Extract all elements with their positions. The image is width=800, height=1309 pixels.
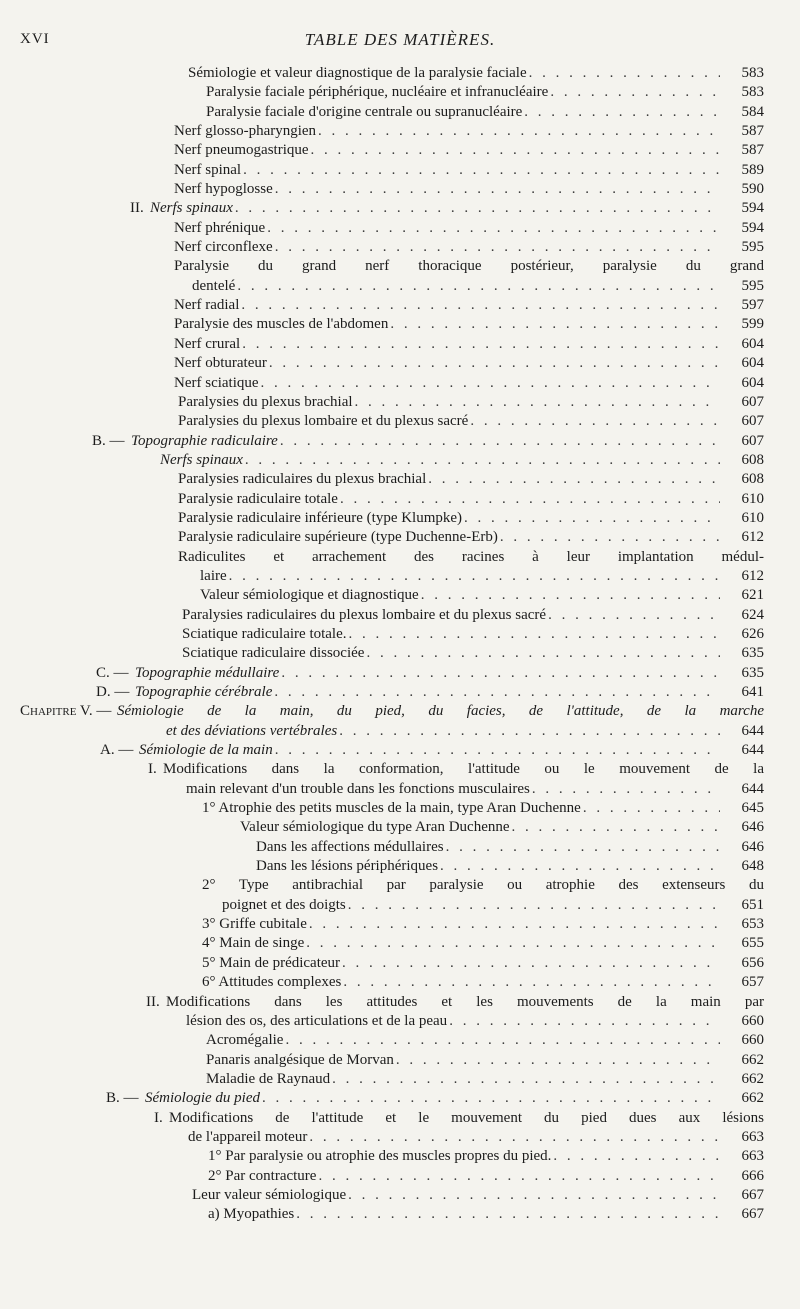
toc-entry [0,760,800,779]
toc-entry-title: Paralysies du plexus brachial [178,393,353,410]
toc-entry-title: de l'appareil moteur [188,1128,308,1145]
toc-entry-title: Paralysies du plexus lombaire et du plexus sacré [178,413,469,430]
toc-entry [0,277,800,296]
toc-entry [0,567,800,586]
toc-entry-page: 656 [741,954,764,971]
toc-entry-page: 607 [741,413,764,430]
dot-leader [275,238,720,257]
toc-entry-leader [174,238,720,257]
toc-entry-title: Acromégalie [206,1032,284,1049]
toc-entry-page: 594 [741,200,764,217]
toc-entry [0,122,800,141]
toc-entry-page: 604 [741,335,764,352]
toc-entry-title: Leur valeur sémiologique [192,1186,347,1203]
toc-entry-leader [174,180,720,199]
toc-entry [0,722,800,741]
dot-leader [267,219,720,238]
toc-entry-leader [139,741,720,760]
toc-entry [0,509,800,528]
toc-entry-leader [186,1012,720,1031]
toc-entry [0,354,800,373]
toc-entry-page: 635 [741,664,764,681]
toc-entry-title: lésion des os, des articulations et de la peau [186,1012,448,1029]
toc-entry-title: Dans les lésions périphériques [256,858,439,875]
toc-entry-title: Nerf hypoglosse [174,181,273,198]
dot-leader [296,1205,720,1224]
dot-leader [245,451,720,470]
dot-leader [306,934,720,953]
toc-entry [0,915,800,934]
toc-entry-title: Paralysies radiculaires du plexus lombaire et du plexus sacré [182,606,547,623]
dot-leader [446,838,720,857]
toc-entry-leader [188,1128,720,1147]
toc-entry-title: Sémiologie du pied [145,1090,260,1107]
toc-entry [0,432,800,451]
toc-entry-title: a) Myopathies [208,1206,295,1223]
toc-entry-leader [145,1089,720,1108]
toc-entry-leader [202,973,720,992]
toc-entry-page: 590 [741,181,764,198]
toc-entry [0,180,800,199]
toc-entry-title: 6° Attitudes complexes [202,974,342,991]
toc-entry [0,296,800,315]
toc-entry-title: Paralysie faciale d'origine centrale ou supranucléaire [206,103,523,120]
toc-entry-leader [186,780,720,799]
dot-leader [583,799,720,818]
toc-entry-label: B. — [106,1090,139,1107]
toc-entry-title: Panaris analgésique de Morvan [206,1051,394,1068]
toc-entry-leader [174,141,720,160]
toc-entry [0,315,800,334]
dot-leader [340,490,720,509]
toc-entry-label: C. — [96,664,129,681]
toc-entry-page: 648 [741,858,764,875]
toc-entry [0,838,800,857]
toc-entry [0,625,800,644]
toc-entry-leader [131,432,720,451]
dot-leader [281,664,720,683]
toc-entry-page: 635 [741,645,764,662]
toc-entry-title: Modifications de l'attitude et le mouvement du pied dues aux lésions [169,1109,764,1126]
toc-entry-leader [192,1186,720,1205]
toc-entry-page: 624 [741,606,764,623]
toc-entry-leader [178,490,720,509]
toc-entry-title: Paralysie faciale périphérique, nucléaire et infranucléaire [206,84,549,101]
toc-entry-page: 604 [741,374,764,391]
toc-entry [0,1128,800,1147]
toc-entry-title: Maladie de Raynaud [206,1070,331,1087]
dot-leader [464,509,720,528]
toc-entry-title: 1° Atrophie des petits muscles de la main, type Aran Duchenne [202,800,581,817]
toc-entry-title: Paralysie radiculaire totale [178,490,338,507]
toc-entry [0,876,800,895]
toc-entry [0,896,800,915]
toc-entry-title: Sémiologie et valeur diagnostique de la paralysie faciale [188,65,527,81]
toc-entry-leader [208,1147,720,1166]
toc-entry-leader [202,799,720,818]
toc-entry [0,199,800,218]
toc-entry-leader [188,64,720,83]
dot-leader [449,1012,720,1031]
dot-leader [275,180,720,199]
toc-entry [0,702,800,721]
toc-entry-leader [240,818,720,837]
toc-entry-title: Valeur sémiologique et diagnostique [200,587,419,604]
dot-leader [229,567,720,586]
toc-entry [0,1012,800,1031]
toc-entry-leader [202,915,720,934]
toc-entry-title: main relevant d'un trouble dans les fonctions musculaires [186,780,530,797]
toc-entry-page: 660 [741,1012,764,1029]
toc-entry [0,934,800,953]
toc-entry-leader [174,219,720,238]
toc-entry-label: II. [130,200,144,217]
dot-leader [285,1031,720,1050]
toc-entry-page: 646 [741,838,764,855]
toc-entry-leader [178,509,720,528]
dot-leader [342,954,720,973]
toc-entry-leader [206,1070,720,1089]
toc-entry-leader [202,934,720,953]
toc-entry [0,257,800,276]
page-header [0,28,800,54]
dot-leader [339,722,720,741]
toc-entry-page: 667 [741,1186,764,1203]
toc-entry-leader [178,470,720,489]
toc-entry-page: 667 [741,1206,764,1223]
toc-entry-page: 587 [741,142,764,159]
toc-entry-page: 595 [741,239,764,256]
toc-entry-title: Nerfs spinaux [150,200,233,217]
page-folio: XVI [20,31,50,47]
dot-leader [332,1070,720,1089]
dot-leader [532,780,720,799]
dot-leader [318,1167,720,1186]
toc-entry [0,1031,800,1050]
toc-entry-title: 3° Griffe cubitale [202,916,307,933]
toc-entry-leader [174,374,720,393]
toc-entry-title: Nerf pneumogastrique [174,142,309,159]
dot-leader [348,896,720,915]
toc-entry-title: Topographie médullaire [135,664,280,681]
toc-entry-leader [150,199,720,218]
toc-entry-page: 584 [741,103,764,120]
toc-entry-title: Nerf sciatique [174,374,259,391]
toc-entry [0,586,800,605]
toc-entry [0,818,800,837]
toc-entry [0,741,800,760]
toc-entry-title: Topographie cérébrale [135,684,273,700]
toc-entry [0,993,800,1012]
toc-entry [0,1186,800,1205]
dot-leader [512,818,720,837]
toc-entry-leader [208,1167,720,1186]
toc-entry-label: A. — [100,742,134,759]
toc-entry-page: 641 [741,684,764,700]
toc-entry-page: 610 [741,509,764,526]
toc-entry-leader [222,896,720,915]
toc-entry [0,470,800,489]
toc-entry-title: poignet et des doigts [222,896,346,913]
toc-entry-leader [206,1051,720,1070]
toc-entry-leader [178,412,720,431]
toc-entry-leader [174,296,720,315]
dot-leader [421,586,720,605]
toc-entry [0,548,800,567]
toc-entry-leader [206,103,720,122]
toc-entry-leader [208,1205,720,1224]
toc-entry-page: 610 [741,490,764,507]
toc-entry [0,528,800,547]
toc-entry [0,780,800,799]
toc-entry-title: Paralysies radiculaires du plexus brachial [178,471,427,488]
toc-entry-title: Sciatique radiculaire dissociée [182,645,365,662]
dot-leader [311,141,720,160]
toc-entry [0,954,800,973]
toc-entry-title: Modifications dans la conformation, l'attitude ou le mouvement de la [163,761,764,778]
toc-entry [0,103,800,122]
toc-entry-label: D. — [96,684,130,700]
toc-entry-title: 4° Main de singe [202,935,305,952]
dot-leader [355,393,720,412]
toc-entry-leader [178,393,720,412]
running-title: TABLE DES MATIÈRES. [304,30,496,49]
toc-entry-title: Paralysie du grand nerf thoracique postérieur, paralysie du grand [174,258,764,275]
toc-entry-leader [200,567,720,586]
toc-entry-title: Topographie radiculaire [131,432,278,449]
dot-leader [550,83,720,102]
toc-entry-label: I. [148,761,157,778]
toc-entry-leader [256,838,720,857]
toc-entry-label: I. [154,1109,163,1126]
dot-leader [237,277,720,296]
toc-entry [0,1089,800,1108]
toc-entry [0,141,800,160]
toc-entry [0,451,800,470]
toc-entry [0,1205,800,1224]
toc-entry-page: 655 [741,935,764,952]
dot-leader [470,412,720,431]
toc-entry-leader [174,354,720,373]
toc-entry-leader [135,664,720,683]
toc-entry-title: dentelé [192,277,236,294]
toc-entry-page: 607 [741,432,764,449]
dot-leader [428,470,720,489]
dot-leader [235,199,720,218]
toc-entry-page: 597 [741,297,764,314]
toc-entry [0,857,800,876]
toc-entry-title: Paralysie radiculaire supérieure (type Duchenne-Erb) [178,529,498,546]
toc-entry-leader [192,277,720,296]
dot-leader [500,528,720,547]
toc-entry-title: Sémiologie de la main, du pied, du facies, de l'attitude, de la marche [117,703,764,720]
toc-entry-page: 653 [741,916,764,933]
toc-entry-title: Nerf phrénique [174,219,266,236]
toc-entry-page: 589 [741,161,764,178]
toc-entry-title: Nerf circonflexe [174,239,273,256]
toc-entry-page: 621 [741,587,764,604]
toc-entry-label: Chapitre V. — [20,703,112,720]
toc-entry-page: 660 [741,1032,764,1049]
toc-entry-label: B. — [92,432,125,449]
toc-entry [0,1167,800,1186]
toc-entry-page: 646 [741,819,764,836]
dot-leader [242,335,720,354]
dot-leader [524,103,720,122]
toc-entry-title: Radiculites et arrachement des racines à leur implantation médul- [178,548,764,565]
toc-entry-leader [160,451,720,470]
toc-entry-title: Nerf crural [174,335,241,352]
toc-entry-page: 607 [741,393,764,410]
toc-entry-leader [182,606,720,625]
toc-entry-leader [174,335,720,354]
toc-entry-title: Sémiologie de la main [139,742,273,759]
dot-leader [343,973,720,992]
toc-entry-title: 1° Par paralysie ou atrophie des muscles propres du pied. [208,1148,552,1165]
toc-entry-page: 657 [741,974,764,991]
dot-leader [553,1147,720,1166]
toc-entry-leader [206,83,720,102]
dot-leader [548,606,720,625]
toc-entry-page: 663 [741,1128,764,1145]
toc-entry-page: 583 [741,65,764,81]
toc-entry-title: Modifications dans les attitudes et les mouvements de la main par [166,993,764,1010]
toc-entry-title: et des déviations vertébrales [166,722,338,739]
toc-entry [0,664,800,683]
dot-leader [275,741,720,760]
toc-entry-page: 587 [741,123,764,140]
toc-entry [0,1070,800,1089]
toc-entry-page: 595 [741,277,764,294]
toc-entry-page: 644 [741,722,764,739]
toc-entry-title: 2° Par contracture [208,1167,317,1184]
dot-leader [309,1128,720,1147]
toc-entry-page: 662 [741,1090,764,1107]
dot-leader [241,296,720,315]
toc-entry-leader [182,625,720,644]
toc-entry [0,393,800,412]
toc-entry [0,238,800,257]
toc-entry-leader [206,1031,720,1050]
toc-entry-title: Sciatique radiculaire totale. [182,625,347,642]
toc-entry-title: Paralysie des muscles de l'abdomen [174,316,389,333]
toc-entry-title: Nerf obturateur [174,355,267,372]
toc-entry-page: 594 [741,219,764,236]
dot-leader [280,432,720,451]
dot-leader [348,1186,720,1205]
toc-entry-leader [178,528,720,547]
toc-entry [0,1147,800,1166]
toc-entry-page: 608 [741,451,764,468]
toc-entry-page: 626 [741,625,764,642]
toc-entry [0,683,800,702]
dot-leader [366,644,720,663]
toc-entry-title: Paralysie radiculaire inférieure (type Klumpke) [178,509,463,526]
dot-leader [309,915,720,934]
dot-leader [318,122,720,141]
toc-entry-leader [174,122,720,141]
toc-entry-title: Valeur sémiologique du type Aran Duchenne [240,819,510,836]
dot-leader [390,315,720,334]
toc-entry-title: 2° Type antibrachial par paralysie ou atrophie des extenseurs du [202,877,764,894]
toc-entry-leader [256,857,720,876]
toc-entry-page: 662 [741,1051,764,1068]
toc-entry [0,161,800,180]
toc-entry-page: 612 [741,529,764,546]
dot-leader [440,857,720,876]
toc-entry-leader [174,161,720,180]
toc-entry-page: 662 [741,1070,764,1087]
toc-entry-title: 5° Main de prédicateur [202,954,341,971]
toc-entry-leader [166,722,720,741]
dot-leader [349,625,720,644]
toc-entry-page: 663 [741,1148,764,1165]
toc-entry-leader [200,586,720,605]
toc-entry-page: 645 [741,800,764,817]
dot-leader [269,354,720,373]
toc-entry-page: 599 [741,316,764,333]
toc-entry-leader [182,644,720,663]
toc-entry-page: 651 [741,896,764,913]
toc-entry [0,973,800,992]
toc-entry-page: 604 [741,355,764,372]
toc-entry [0,83,800,102]
toc-entry [0,1109,800,1128]
dot-leader [529,64,720,83]
toc-entry-leader [174,315,720,334]
toc-entry-page: 644 [741,742,764,759]
toc-entry-page: 644 [741,780,764,797]
toc-entry [0,64,800,83]
toc-entry [0,412,800,431]
toc-entry-title: Nerf glosso-pharyngien [174,123,317,140]
toc-entry [0,374,800,393]
toc-entry-page: 612 [741,567,764,584]
toc-entry-title: laire [200,567,227,584]
toc-entry [0,1051,800,1070]
toc-entry [0,606,800,625]
toc-entry [0,644,800,663]
toc-entry-label: II. [146,993,160,1010]
toc-entry-page: 666 [741,1167,764,1184]
toc-entry-page: 608 [741,471,764,488]
toc-entry [0,335,800,354]
dot-leader [243,161,720,180]
toc-entry-leader [135,683,720,702]
toc-entry [0,490,800,509]
table-of-contents [0,64,800,1225]
toc-entry-leader [202,954,720,973]
toc-entry-page: 583 [741,84,764,101]
toc-entry-title: Nerf spinal [174,161,242,178]
dot-leader [396,1051,720,1070]
toc-entry [0,219,800,238]
dot-leader [274,683,720,702]
dot-leader [261,374,720,393]
toc-entry-title: Dans les affections médullaires [256,838,444,855]
toc-entry [0,799,800,818]
dot-leader [262,1089,720,1108]
toc-entry-title: Nerfs spinaux [160,451,243,468]
toc-entry-title: Nerf radial [174,297,240,314]
